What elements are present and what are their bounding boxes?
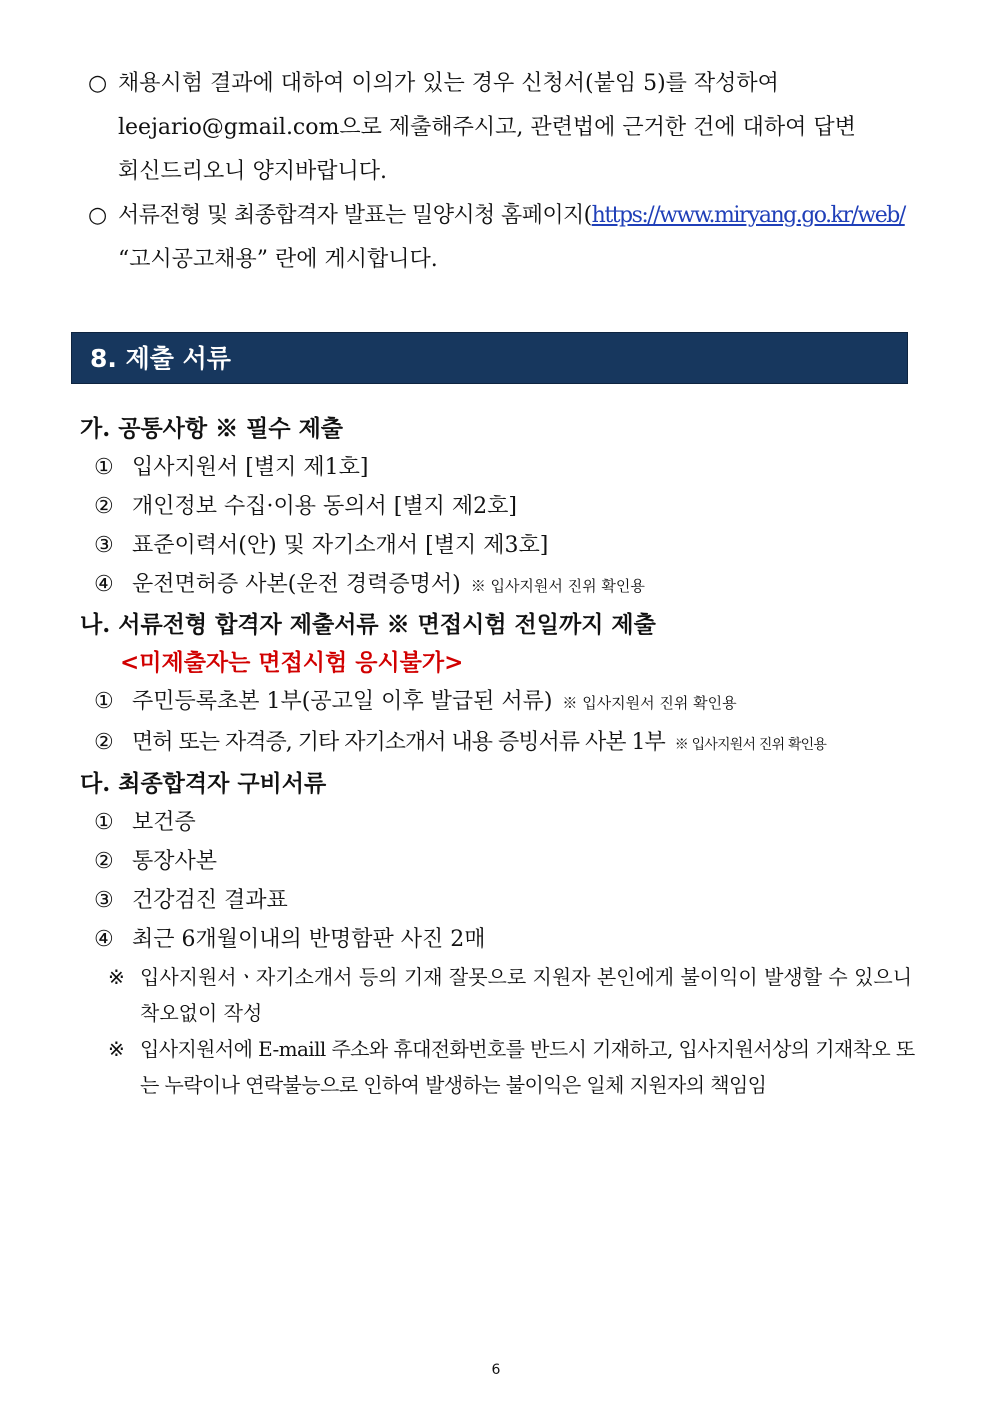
caution-note: ※ 입사지원서ㆍ자기소개서 등의 기재 잘못으로 지원자 본인에게 불이익이 발생할 수 있으니 착오없이 작성: [80, 959, 920, 1031]
section-heading-bar: 8. 제출 서류: [71, 332, 908, 384]
objection-line-3: 회신드리오니 양지바랍니다.: [118, 159, 388, 184]
group-b-item: ② 면허 또는 자격증, 기타 자기소개서 내용 증빙서류 사본 1부 ※ 입사지원서 진위 확인용: [94, 730, 827, 755]
caution-note: ※ 입사지원서에 E-maill 주소와 휴대전화번호를 반드시 기재하고, 입사지원서상의 기재착오 또는 누락이나 연락불능으로 인하여 발생하는 불이익은 일체 지원자의 책임임: [80, 1031, 920, 1103]
group-a-item: ① 입사지원서 [별지 제1호]: [94, 455, 369, 480]
intro-bullet-objection: [88, 62, 914, 106]
homepage-link[interactable]: https://www.miryang.go.kr/web/: [591, 203, 905, 228]
circle-bullet-icon: ○: [88, 203, 108, 228]
verification-note: ※ 입사지원서 진위 확인용: [562, 694, 737, 712]
group-b-subheading: <미제출자는 면접시험 응시불가>: [120, 649, 464, 676]
group-c-heading: 다. 최종합격자 구비서류: [80, 770, 327, 797]
group-a-heading: 가. 공통사항 ※ 필수 제출: [80, 415, 343, 442]
group-c-item: ③ 건강검진 결과표: [94, 888, 288, 913]
verification-note: ※ 입사지원서 진위 확인용: [470, 577, 645, 595]
page-number: 6: [491, 1362, 501, 1378]
intro-notes: [88, 62, 914, 282]
group-a-item: ③ 표준이력서(안) 및 자기소개서 [별지 제3호]: [94, 533, 549, 558]
group-c-item: ① 보건증: [94, 810, 196, 835]
reference-mark-icon: ※: [108, 965, 125, 989]
group-c-item: ② 통장사본: [94, 849, 218, 874]
announcement-text: 서류전형 및 최종합격자 발표는 밀양시청 홈페이지(: [118, 203, 592, 228]
intro-bullet-announcement: [88, 194, 914, 238]
group-a-item: ④ 운전면허증 사본(운전 경력증명서) ※ 입사지원서 진위 확인용: [94, 572, 645, 597]
verification-note: ※ 입사지원서 진위 확인용: [674, 737, 827, 753]
group-b-heading: 나. 서류전형 합격자 제출서류 ※ 면접시험 전일까지 제출: [80, 611, 656, 638]
group-b-item: ① 주민등록초본 1부(공고일 이후 발급된 서류) ※ 입사지원서 진위 확인용: [94, 689, 737, 714]
objection-line-1: 채용시험 결과에 대하여 이의가 있는 경우 신청서(붙임 5)를 작성하여: [118, 71, 779, 96]
submission-documents: [80, 410, 920, 1103]
announcement-line-1: [118, 194, 905, 238]
announcement-line-2: “고시공고채용” 란에 게시합니다.: [118, 247, 438, 272]
group-a-item: ② 개인정보 수집·이용 동의서 [별지 제2호]: [94, 494, 517, 519]
reference-mark-icon: ※: [108, 1037, 125, 1061]
objection-line-2: leejario@gmail.com으로 제출해주시고, 관련법에 근거한 건에 대하여 답변: [118, 115, 856, 140]
group-c-item: ④ 최근 6개월이내의 반명함판 사진 2매: [94, 927, 486, 952]
circle-bullet-icon: ○: [88, 71, 108, 96]
